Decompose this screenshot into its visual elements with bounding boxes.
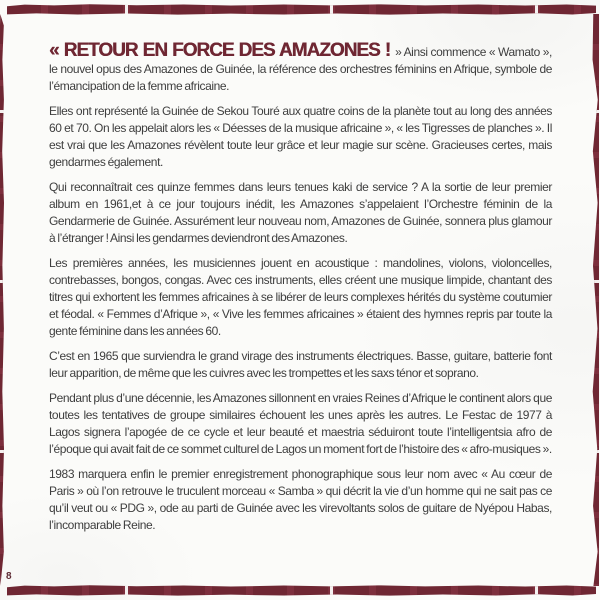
title-closing-guillemet: » bbox=[395, 45, 404, 59]
paragraph-electric-turn-1965: C’est en 1965 que surviendra le grand virage des instruments électriques. Basse, guitare, batterie font leur apparition, de même que les cuivres avec les trompettes et les saxs ténor et soprano. bbox=[49, 349, 552, 380]
paragraph-festac-1977: Pendant plus d’une décennie, les Amazones sillonnent en vraies Reines d’Afrique le continent alors que toutes les tentatives de groupe similaires échouent les unes après les autres. Le Festac de 1977 à Lagos signera l’apogée de ce cycle et leur beauté et maestria séduiront toute l’intelligentsia afro de l’époque qui avait fait de ce sommet culturel de Lagos un moment fort de l’histoire des « afro-musiques ». bbox=[49, 391, 552, 456]
paragraph-first-record-1983: 1983 marquera enfin le premier enregistrement phonographique sous leur nom avec « Au cœur de Paris » où l’on retrouve le truculent morceau « Samba » qui décrit la vie d’un homme qui ne sait pas ce qu’il veut ou « PDG », ode au parti de Guinée avec les virevoltants solos de guitare de Nyépou Habas, l’incomparable Reine. bbox=[49, 467, 552, 532]
liner-notes-text bbox=[49, 42, 552, 542]
paragraph-gendarmerie-origin: Qui reconnaîtrait ces quinze femmes dans leurs tenues kaki de service ? A la sortie de leur premier album en 1961,et à ce jour toujours inédit, les Amazones s’appelaient l’Orchestre féminin de la Gendarmerie de Guinée. Assurément leur nouveau nom, Amazones de Guinée, sonnera plus glamour à l’étranger ! Ainsi les gendarmes deviendront des Amazones. bbox=[49, 180, 552, 245]
article-title: « RETOUR EN FORCE DES AMAZONES ! bbox=[49, 40, 396, 61]
bottom-border-ornament bbox=[7, 585, 596, 596]
top-border-ornament bbox=[7, 4, 596, 15]
left-border-ornament bbox=[0, 14, 4, 586]
right-border-ornament bbox=[592, 14, 599, 586]
intro-paragraph bbox=[49, 42, 552, 95]
page-number: 8 bbox=[6, 571, 12, 582]
paragraph-history-60s-70s: Elles ont représenté la Guinée de Sekou Touré aux quatre coins de la planète tout au long des années 60 et 70. On les appelait alors les « Déesses de la musique africaine », « les Tigresses de planches ». Il est vrai que les Amazones révèlent toute leur grâce et leur magie sur scène. Gracieuses certes, mais gendarmes également. bbox=[49, 104, 552, 169]
intro-text: Ainsi commence « Wamato », le nouvel opus des Amazones de Guinée, la référence des orchestres féminins en Afrique, symbole de l’émancipation de la femme africaine. bbox=[49, 45, 552, 93]
paragraph-acoustic-years: Les premières années, les musiciennes jouent en acoustique : mandolines, violons, violoncelles, contrebasses, bongos, congas. Avec ces instruments, elles créent une musique limpide, chantant des titres qui exhortent les femmes africaines à se libérer de leurs complexes hérités du système coutumier et féodal. « Femmes d’Afrique », « Vive les femmes africaines » étaient des hymnes repris par toute la gente féminine dans les années 60. bbox=[49, 256, 552, 338]
